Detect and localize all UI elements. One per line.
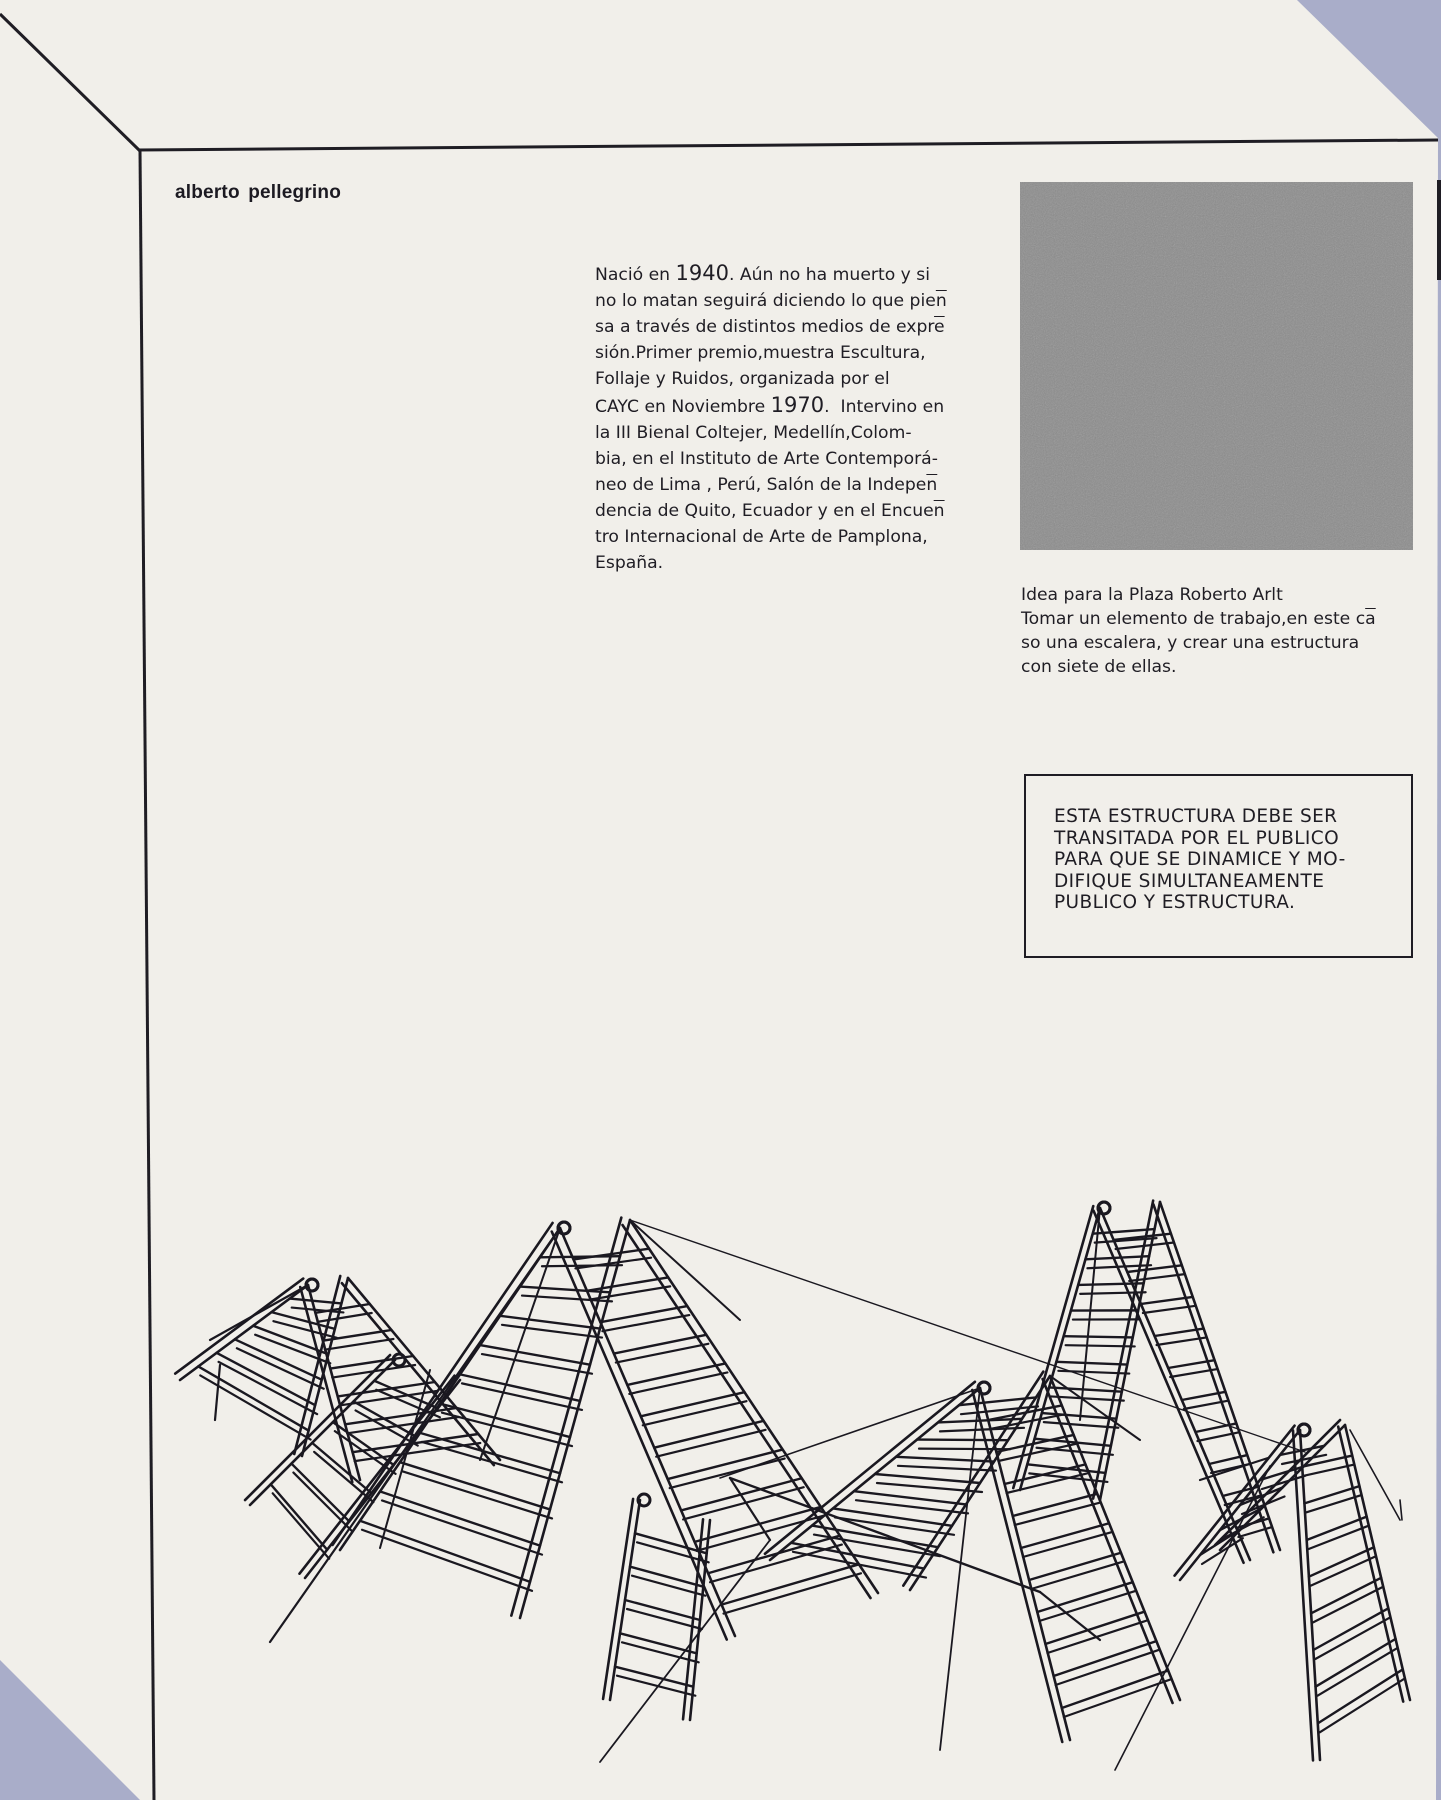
bio-text-segment: $\overline{e}$ <box>934 317 945 337</box>
bio-text-segment: tro Internacional de Arte de Pamplona, <box>595 527 928 547</box>
bio-text-segment: $\overline{n}$ <box>933 501 945 521</box>
bio-line <box>595 314 1015 340</box>
bio-text-segment: CAYC en Noviembre <box>595 397 771 417</box>
bio-text-segment: $\overline{n}$ <box>935 291 947 311</box>
bio-text-segment: 1940 <box>675 261 729 285</box>
ladder-7 <box>603 1494 710 1720</box>
bio-text-segment: España. <box>595 553 664 573</box>
caption-text-segment: $\overline{a}$ <box>1365 609 1376 629</box>
artist-name-heading: alberto pellegrino <box>175 182 342 203</box>
ladder-1b <box>300 1278 500 1482</box>
bio-line <box>595 472 1015 498</box>
notice-line: PUBLICO Y ESTRUCTURA. <box>1054 892 1296 913</box>
bio-line <box>595 260 1015 288</box>
bio-text-segment: la III Bienal Coltejer, Medellín,Colom- <box>595 423 912 443</box>
caption-text-segment: so una escalera, y crear una estructura <box>1021 633 1360 653</box>
caption-line <box>1021 631 1441 655</box>
ladder-4 <box>765 1372 1050 1590</box>
bio-text-segment: bia, en el Instituto de Arte Contemporá- <box>595 449 938 469</box>
bio-text-segment: no lo matan seguirá diciendo lo que pie <box>595 291 936 311</box>
bio-line <box>595 550 1015 576</box>
bio-line <box>595 288 1015 314</box>
project-caption <box>1021 583 1441 679</box>
notice-line: ESTA ESTRUCTURA DEBE SER <box>1054 806 1338 827</box>
bio-text-segment: neo de Lima , Perú, Salón de la Indepe <box>595 475 927 495</box>
bio-text-segment: Follaje y Ruidos, organizada por el <box>595 369 890 389</box>
notice-box <box>1024 774 1413 958</box>
caption-text-segment: Tomar un elemento de trabajo,en este c <box>1021 609 1366 629</box>
notice-line: TRANSITADA POR EL PUBLICO <box>1054 827 1340 849</box>
ladder-2b <box>552 1220 878 1640</box>
bio-text-segment: . Intervino en <box>824 397 945 417</box>
ladder-6b <box>1293 1424 1410 1760</box>
ladder-structure-sketch-icon <box>170 1080 1420 1800</box>
bio-text-segment: sa a través de distintos medios de expr <box>595 317 935 337</box>
bio-text-segment: 1970 <box>770 393 825 417</box>
bio-line <box>595 498 1015 524</box>
bio-text-segment: sión.Primer premio,muestra Escultura, <box>595 343 926 363</box>
bio-line <box>595 392 1015 420</box>
caption-text-segment: Idea para la Plaza Roberto Arlt <box>1021 585 1283 605</box>
artist-portrait-photo <box>1020 182 1413 550</box>
right-edge-mark <box>1437 180 1441 280</box>
bio-line <box>595 420 1015 446</box>
notice-line: PARA QUE SE DINAMICE Y MO- <box>1054 849 1346 870</box>
bio-line <box>595 340 1015 366</box>
caption-line <box>1021 655 1441 679</box>
portrait-photo-icon <box>1020 182 1413 550</box>
bio-text-segment: $\overline{n}$ <box>926 475 938 495</box>
bio-line <box>595 524 1015 550</box>
bio-text-segment: Nació en <box>595 265 676 285</box>
caption-line <box>1021 607 1441 631</box>
notice-line: DIFIQUE SIMULTANEAMENTE <box>1054 870 1325 892</box>
ladder-2 <box>333 1218 630 1618</box>
notice-text <box>1054 806 1346 914</box>
bio-text-segment: dencia de Quito, Ecuador y en el Encue <box>595 501 934 521</box>
bio-line <box>595 366 1015 392</box>
caption-line <box>1021 583 1441 607</box>
biography-text <box>595 260 1015 576</box>
caption-text-segment: con siete de ellas. <box>1021 657 1177 677</box>
bio-text-segment: . Aún no ha muerto y si <box>728 265 931 285</box>
bio-line <box>595 446 1015 472</box>
